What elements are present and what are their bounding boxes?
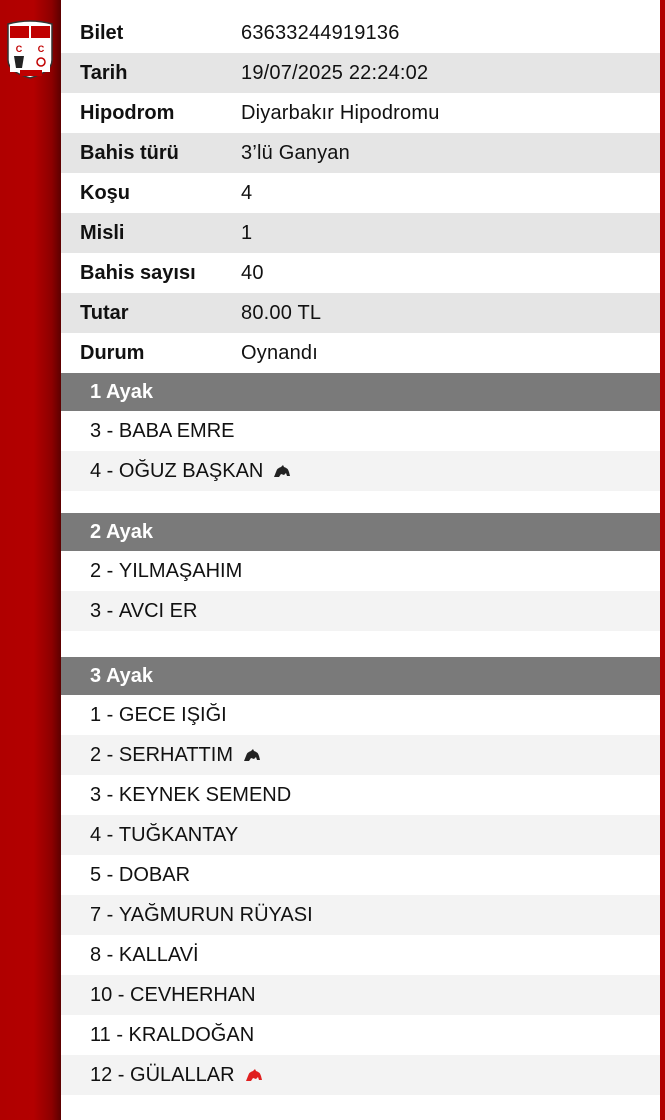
selection-row xyxy=(61,411,660,451)
info-row xyxy=(61,213,660,253)
selection-row xyxy=(61,855,660,895)
right-edge-bar xyxy=(660,0,665,1120)
svg-text:C: C xyxy=(37,44,45,54)
club-logo xyxy=(6,20,54,80)
selection-row xyxy=(61,935,660,975)
info-value: 19/07/2025 22:24:02 xyxy=(241,61,429,84)
info-row xyxy=(61,293,660,333)
horse-head-icon xyxy=(243,748,261,762)
horse-number: 2 - xyxy=(90,560,119,583)
selection-row xyxy=(61,735,660,775)
info-label: Koşu xyxy=(80,181,130,204)
horse-head-icon xyxy=(245,1068,263,1082)
horse-number: 10 - xyxy=(90,984,130,1007)
ticket-content xyxy=(61,13,660,1095)
horse-number: 5 - xyxy=(90,864,119,887)
info-label: Tarih xyxy=(80,61,128,84)
info-value: 1 xyxy=(241,221,253,244)
selection-row xyxy=(61,551,660,591)
leg-spacer xyxy=(61,631,660,657)
horse-number: 11 - xyxy=(90,1024,129,1047)
selection-row xyxy=(61,975,660,1015)
ticket-info-table xyxy=(61,13,660,373)
selection-row xyxy=(61,1055,660,1095)
info-value: Diyarbakır Hipodromu xyxy=(241,101,440,124)
info-label: Hipodrom xyxy=(80,101,175,124)
horse-head-icon xyxy=(273,464,291,478)
info-label: Misli xyxy=(80,221,125,244)
horse-number: 4 - xyxy=(90,460,119,483)
info-label: Bilet xyxy=(80,21,124,44)
horse-number: 2 - xyxy=(90,744,119,767)
horse-name: TUĞKANTAY xyxy=(118,823,239,846)
horse-number: 3 - xyxy=(90,420,119,443)
horse-name: YILMAŞAHIM xyxy=(118,559,243,582)
info-value: 3’lü Ganyan xyxy=(241,141,350,164)
horse-name: AVCI ER xyxy=(118,599,198,622)
selection-row xyxy=(61,451,660,491)
horse-name: KALLAVİ xyxy=(118,943,199,966)
leg-header: 3 Ayak xyxy=(61,657,660,695)
legs-container xyxy=(61,373,660,1095)
horse-number: 1 - xyxy=(90,704,119,727)
horse-name: CEVHERHAN xyxy=(130,983,256,1006)
horse-number: 12 - xyxy=(90,1064,130,1087)
horse-name: SERHATTIM xyxy=(118,743,233,766)
horse-number: 7 - xyxy=(90,904,119,927)
selection-row xyxy=(61,591,660,631)
leg-header: 1 Ayak xyxy=(61,373,660,411)
info-row xyxy=(61,53,660,93)
info-label: Bahis sayısı xyxy=(80,261,196,284)
info-value: 80.00 TL xyxy=(241,301,322,324)
horse-name: DOBAR xyxy=(118,863,191,886)
horse-number: 4 - xyxy=(90,824,119,847)
horse-name: KEYNEK SEMEND xyxy=(118,783,292,806)
horse-number: 3 - xyxy=(90,784,119,807)
info-label: Durum xyxy=(80,341,145,364)
info-value: 4 xyxy=(241,181,253,204)
horse-name: GÜLALLAR xyxy=(130,1063,235,1086)
horse-number: 8 - xyxy=(90,944,119,967)
left-brand-bar xyxy=(0,0,61,1120)
selection-row xyxy=(61,1015,660,1055)
info-label: Bahis türü xyxy=(80,141,179,164)
info-value: 63633244919136 xyxy=(241,21,400,44)
info-row xyxy=(61,253,660,293)
info-row xyxy=(61,13,660,53)
svg-text:C: C xyxy=(15,44,23,54)
info-row xyxy=(61,333,660,373)
info-row xyxy=(61,133,660,173)
info-value: 40 xyxy=(241,261,264,284)
leg-header: 2 Ayak xyxy=(61,513,660,551)
selection-row xyxy=(61,695,660,735)
horse-name: BABA EMRE xyxy=(118,419,235,442)
info-value: Oynandı xyxy=(241,341,319,364)
info-label: Tutar xyxy=(80,301,129,324)
info-row xyxy=(61,93,660,133)
horse-name: OĞUZ BAŞKAN xyxy=(118,459,264,482)
selection-row xyxy=(61,895,660,935)
horse-name: YAĞMURUN RÜYASI xyxy=(118,903,313,926)
selection-row xyxy=(61,775,660,815)
horse-number: 3 - xyxy=(90,600,119,623)
horse-name: KRALDOĞAN xyxy=(128,1023,255,1046)
leg-spacer xyxy=(61,491,660,513)
horse-name: GECE IŞIĞI xyxy=(118,703,227,726)
info-row xyxy=(61,173,660,213)
selection-row xyxy=(61,815,660,855)
